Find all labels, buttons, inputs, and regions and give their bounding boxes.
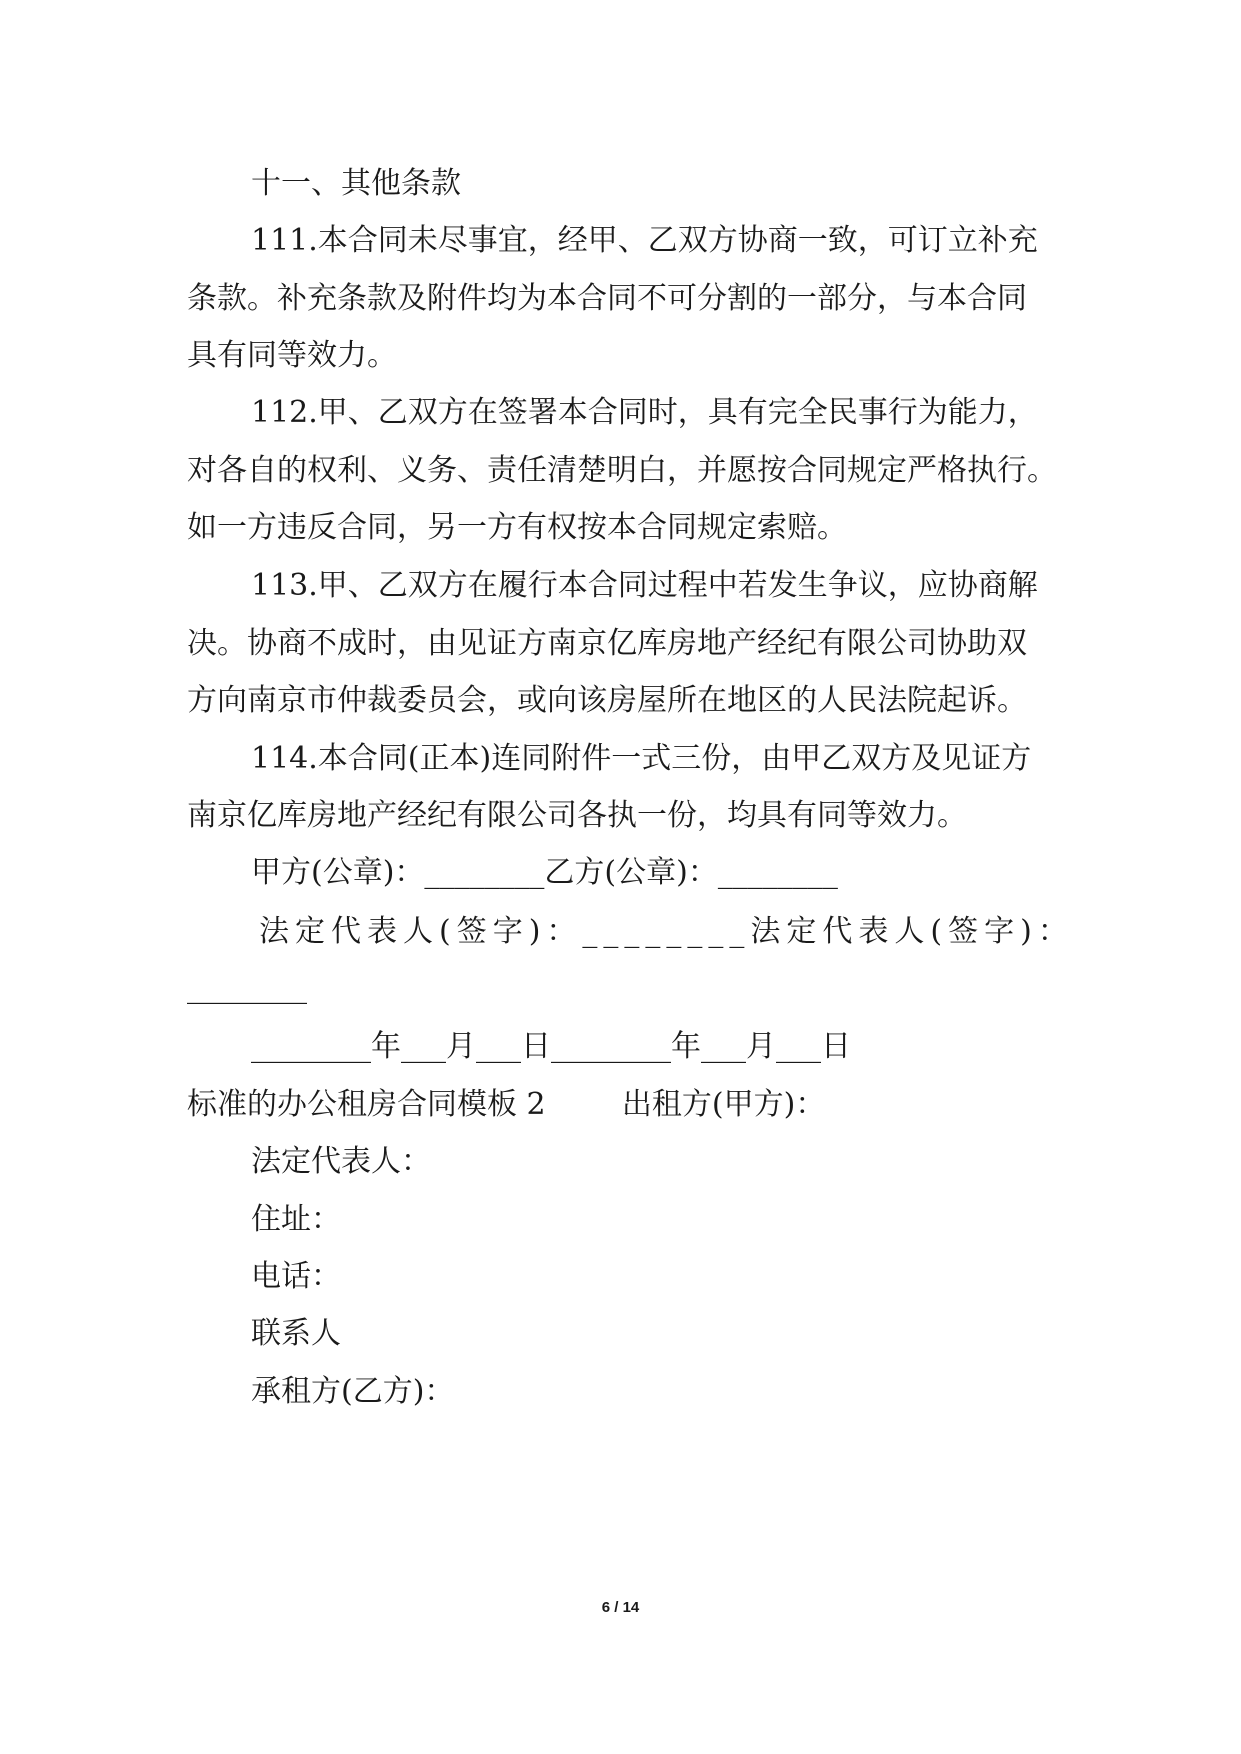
legal-rep-overflow-blank: ________	[187, 970, 307, 1005]
clause-111-line-3: 具有同等效力。	[187, 338, 397, 373]
clause-111-line-1: 111.本合同未尽事宜，经甲、乙双方协商一致，可订立补充	[251, 223, 1038, 258]
clause-112-line-1: 112.甲、乙双方在签署本合同时，具有完全民事行为能力，	[251, 395, 1038, 430]
seal-line: 甲方(公章)：________乙方(公章)：________	[251, 855, 838, 890]
field-address: 住址：	[251, 1202, 341, 1237]
legal-rep-signature-line: 法定代表人(签字)：________法定代表人(签字)：	[259, 914, 1074, 949]
template-2-title-line: 标准的办公租房合同模板 2 出租方(甲方)：	[187, 1087, 826, 1122]
page-number: 6 / 14	[601, 1599, 640, 1616]
clause-114-line-1: 114.本合同(正本)连同附件一式三份，由甲乙双方及见证方	[251, 741, 1032, 776]
clause-113-line-1: 113.甲、乙双方在履行本合同过程中若发生争议，应协商解	[251, 568, 1038, 603]
clause-112-line-2: 对各自的权利、义务、责任清楚明白，并愿按合同规定严格执行。	[187, 453, 1057, 488]
field-contact-person: 联系人	[251, 1316, 341, 1351]
date-line: ________年___月___日________年___月___日	[251, 1029, 851, 1064]
section-heading: 十一、其他条款	[251, 166, 461, 201]
clause-113-line-2: 决。协商不成时，由见证方南京亿库房地产经纪有限公司协助双	[187, 626, 1027, 661]
clause-111-line-2: 条款。补充条款及附件均为本合同不可分割的一部分，与本合同	[187, 281, 1027, 316]
field-legal-representative: 法定代表人：	[251, 1144, 431, 1179]
clause-113-line-3: 方向南京市仲裁委员会，或向该房屋所在地区的人民法院起诉。	[187, 683, 1027, 718]
clause-114-line-2: 南京亿库房地产经纪有限公司各执一份，均具有同等效力。	[187, 798, 967, 833]
clause-112-line-3: 如一方违反合同，另一方有权按本合同规定索赔。	[187, 510, 847, 545]
field-lessee: 承租方(乙方)：	[251, 1374, 455, 1409]
field-phone: 电话：	[251, 1259, 341, 1294]
